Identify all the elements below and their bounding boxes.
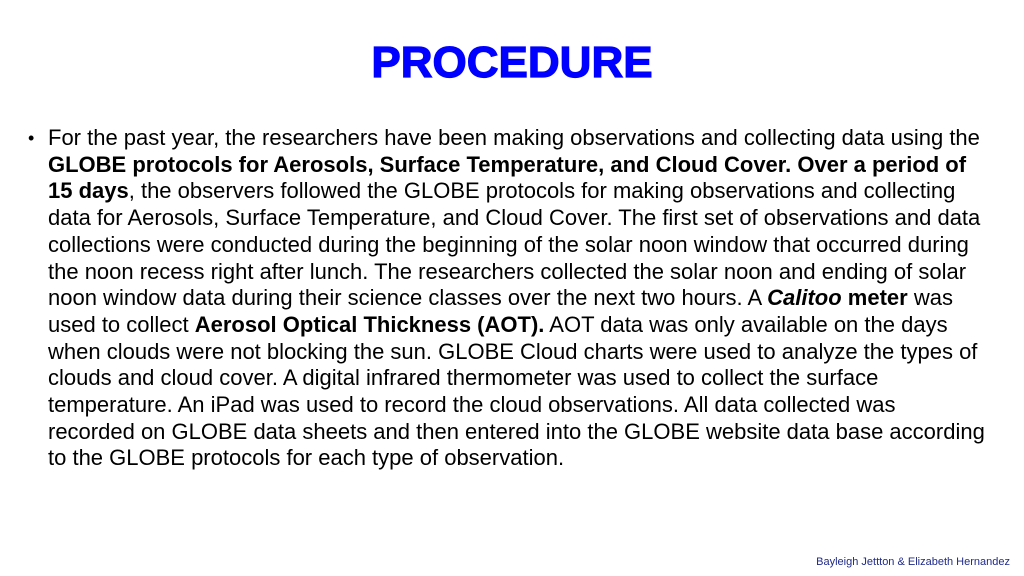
footer-authors: Bayleigh Jettton & Elizabeth Hernandez [816, 556, 1010, 568]
bullet-item [28, 125, 988, 472]
text-segment-6: was used to collect [48, 285, 953, 337]
text-segment-1: For the past year, the researchers have been making observations and collecting data using the [48, 125, 980, 150]
calitoo-name: Calitoo [767, 285, 842, 311]
slide-content [28, 125, 988, 472]
bullet-marker: • [28, 128, 35, 148]
meter-word: meter [841, 285, 908, 311]
text-segment-3: , the observers followed the GLOBE protocols for making observations and collecting data for Aerosols, Surface Temperature, and Cloud Cover. The first set of observations and data collections were conducted during the beginning of the solar noon window that occurred during the noon recess right after lunch. The researchers collected the solar noon and ending of solar noon window data during their science classes over the next two hours. A [48, 178, 981, 311]
text-segment-8: AOT data was only available on the days when clouds were not blocking the sun. GLOBE Cloud charts were used to analyze the types of clouds and cloud cover. A digital infrared thermometer was used to collect the surface temperature. An iPad was used to record the cloud observations. All data collected was recorded on GLOBE data sheets and then entered into the GLOBE website data base according to the GLOBE protocols for each type of observation. [48, 311, 985, 471]
bold-aot: Aerosol Optical Thickness (AOT). [194, 311, 545, 337]
procedure-paragraph [48, 125, 988, 472]
slide-title: PROCEDURE [371, 38, 653, 87]
bold-protocols: GLOBE protocols for Aerosols, Surface Temperature, and Cloud Cover. Over a period of 15 days [48, 151, 967, 204]
